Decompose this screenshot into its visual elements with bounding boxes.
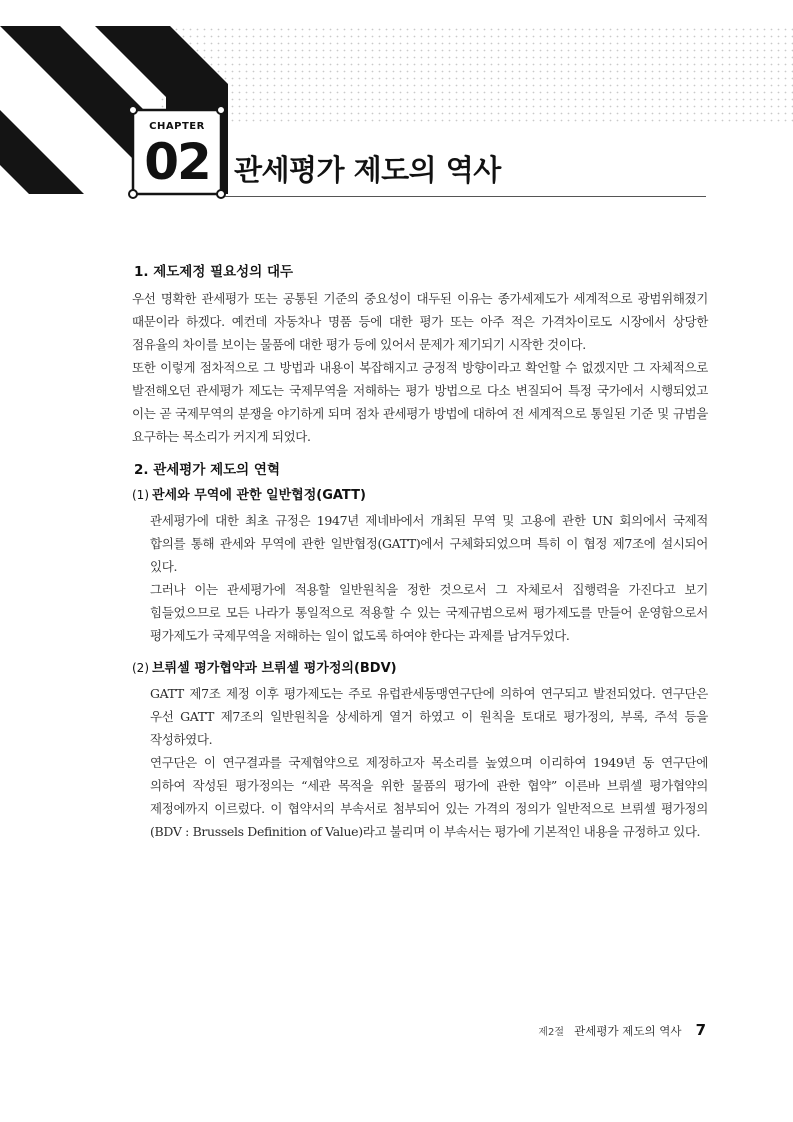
section-heading: 1. 제도제정 필요성의 대두 xyxy=(134,264,294,280)
subsection-title: 관세와 무역에 관한 일반협정(GATT) xyxy=(152,488,366,503)
paragraph: 그러나 이는 관세평가에 적용할 일반원칙을 정한 것으로서 그 자체로서 집행력을 가진다고 보기 힘들었으므로 모든 나라가 통일적으로 적용할 수 있는 국제규범으로써 평가제도를 만들어 운영함으로서 평가제도가 국제무역을 저해하는 일이 없도록 하여야 한다는 과제를 남겨두었다. xyxy=(150,582,708,643)
subsection-title: 브뤼셀 평가협약과 브뤼셀 평가정의(BDV) xyxy=(152,661,397,676)
page-footer xyxy=(480,1020,706,1039)
footer-chapter-title: 관세평가 제도의 역사 xyxy=(574,1024,682,1038)
paragraph: 관세평가에 대한 최초 규정은 1947년 제네바에서 개최된 무역 및 고용에 관한 UN 회의에서 국제적 합의를 통해 관세와 무역에 관한 일반협정(GATT)에서 구체화되었으며 특히 이 협정 제7조에 설시되어 있다. xyxy=(150,513,708,574)
subsection-marker: (1) xyxy=(132,488,149,502)
paragraph: 우선 명확한 관세평가 또는 공통된 기준의 중요성이 대두된 이유는 종가세제도가 세계적으로 광범위해졌기 때문이라 하겠다. 예컨데 자동차나 명품 등에 대한 평가 또는 아주 적은 가격차이로도 시장에서 상당한 점유율의 차이를 보이는 물품에 대한 평가 등에 있어서 문제가 제기되기 시작한 것이다. xyxy=(132,291,708,352)
paragraph: 또한 이렇게 점차적으로 그 방법과 내용이 복잡해지고 긍정적 방향이라고 확언할 수 없겠지만 그 자체적으로 발전해오던 관세평가 제도는 국제무역을 저해하는 평가 방법으로 다소 변질되어 특정 국가에서 시행되었고 이는 곧 국제무역의 분쟁을 야기하게 되며 점차 관세평가 방법에 대하여 전 세계적으로 통일된 기준 및 규범을 요구하는 목소리가 커지게 되었다. xyxy=(132,360,708,444)
dot-pattern-background xyxy=(160,26,793,126)
chapter-title: 관세평가 제도의 역사 xyxy=(234,153,501,187)
chapter-label: CHAPTER xyxy=(149,121,205,132)
subsection-marker: (2) xyxy=(132,661,149,675)
diagonal-stripe-3 xyxy=(0,110,84,194)
subsection-heading xyxy=(132,485,708,506)
chapter-number: 02 xyxy=(144,133,210,191)
page-number: 7 xyxy=(695,1021,706,1039)
chapter-header-graphic xyxy=(0,0,793,240)
section-heading: 2. 관세평가 제도의 연혁 xyxy=(134,462,280,478)
corner-dot xyxy=(217,106,225,114)
paragraph: GATT 제7조 제정 이후 평가제도는 주로 유럽관세동맹연구단에 의하여 연구되고 발전되었다. 연구단은 우선 GATT 제7조의 일반원칙을 상세하게 열거 하였고 이 원칙을 토대로 평가정의, 부록, 주석 등을 작성하였다. xyxy=(150,686,708,747)
paragraph: 연구단은 이 연구결과를 국제협약으로 제정하고자 목소리를 높였으며 이리하여 1949년 동 연구단에 의하여 작성된 평가정의는 “세관 목적을 위한 물품의 평가에 관한 협약” 이른바 브뤼셀 평가협약의 제정에까지 이르렀다. 이 협약서의 부속서로 첨부되어 있는 가격의 정의가 일반적으로 브뤼셀 평가정의(BDV : Brussels Definition of Value)라고 불리며 이 부속서는 평가에 기본적인 내용을 규정하고 있다. xyxy=(150,755,708,839)
corner-dot xyxy=(129,190,137,198)
subsection-heading xyxy=(132,658,708,679)
document-body xyxy=(132,262,708,843)
footer-section: 제2절 xyxy=(538,1027,565,1038)
corner-dot xyxy=(217,190,225,198)
corner-dot xyxy=(129,106,137,114)
title-divider xyxy=(225,196,706,197)
